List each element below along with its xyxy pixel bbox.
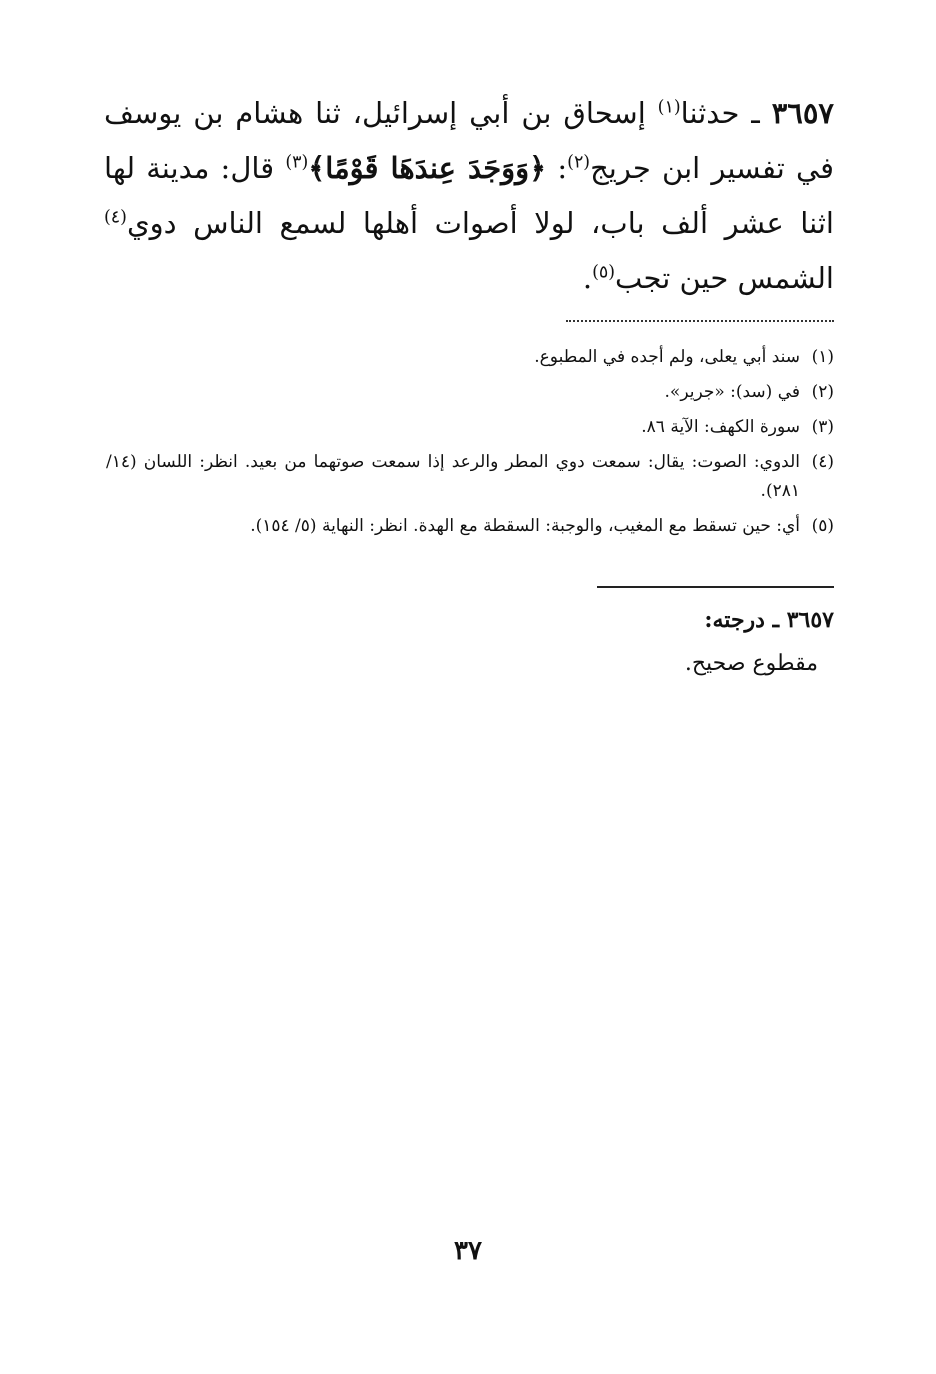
footnote-number: (٤) (811, 452, 834, 472)
footnote-text: سند أبي يعلى، ولم أجده في المطبوع. (534, 347, 800, 367)
footnote-ref-4: (٤) (104, 207, 127, 228)
grade-text: مقطوع صحيح. (684, 651, 818, 676)
hadith-text-part-5: الشمس حين تجب (615, 261, 834, 295)
footnotes (106, 343, 834, 547)
footnote-item (106, 512, 834, 541)
grade-heading: ٣٦٥٧ ـ درجته: (704, 607, 834, 633)
quran-verse: ﴿وَوَجَدَ عِندَهَا قَوْمًا﴾ (308, 151, 547, 185)
grade-separator-line (597, 586, 834, 588)
footnote-ref-1: (١) (657, 97, 681, 118)
footnote-ref-2: (٢) (567, 152, 591, 173)
footnote-text: أي: حين تسقط مع المغيب، والوجبة: السقطة مع الهدة. انظر: النهاية (٥/ ١٥٤). (250, 516, 800, 536)
footnote-item (106, 378, 834, 407)
footnote-number: (٣) (811, 417, 834, 437)
footnote-item (106, 343, 834, 372)
footnote-text: الدوي: الصوت: يقال: سمعت دوي المطر والرعد إذا سمعت صوتهما من بعيد. انظر: اللسان (١٤/ ٢٨١). (106, 452, 800, 501)
hadith-text-part-1: حدثنا (680, 96, 740, 130)
hadith-text-part-3: : (546, 151, 568, 185)
footnote-item (106, 413, 834, 442)
footnote-text: سورة الكهف: الآية ٨٦. (641, 417, 800, 437)
hadith-text-part-2: إسحاق بن أبي إسرائيل، ثنا هشام بن يوسف في تفسير ابن جريج (104, 96, 834, 185)
footnote-text: في (سد): «جرير». (664, 382, 800, 402)
footnote-separator (566, 320, 834, 322)
footnote-number: (٢) (811, 382, 834, 402)
footnote-ref-5: (٥) (592, 262, 616, 283)
footnote-ref-3: (٣) (285, 152, 309, 173)
footnote-number: (٥) (811, 516, 834, 536)
footnote-number: (١) (811, 347, 834, 367)
hadith-text (104, 86, 834, 306)
hadith-text-part-6: . (582, 261, 593, 295)
footnote-item (106, 448, 834, 506)
hadith-text-part-4: قال: مدينة لها اثنا عشر ألف باب، لولا أصوات أهلها لسمع الناس دوي (104, 151, 834, 240)
hadith-number: ٣٦٥٧ (771, 96, 835, 130)
page-number: ٣٧ (454, 1236, 482, 1266)
hadith-dash: ـ (739, 96, 772, 130)
